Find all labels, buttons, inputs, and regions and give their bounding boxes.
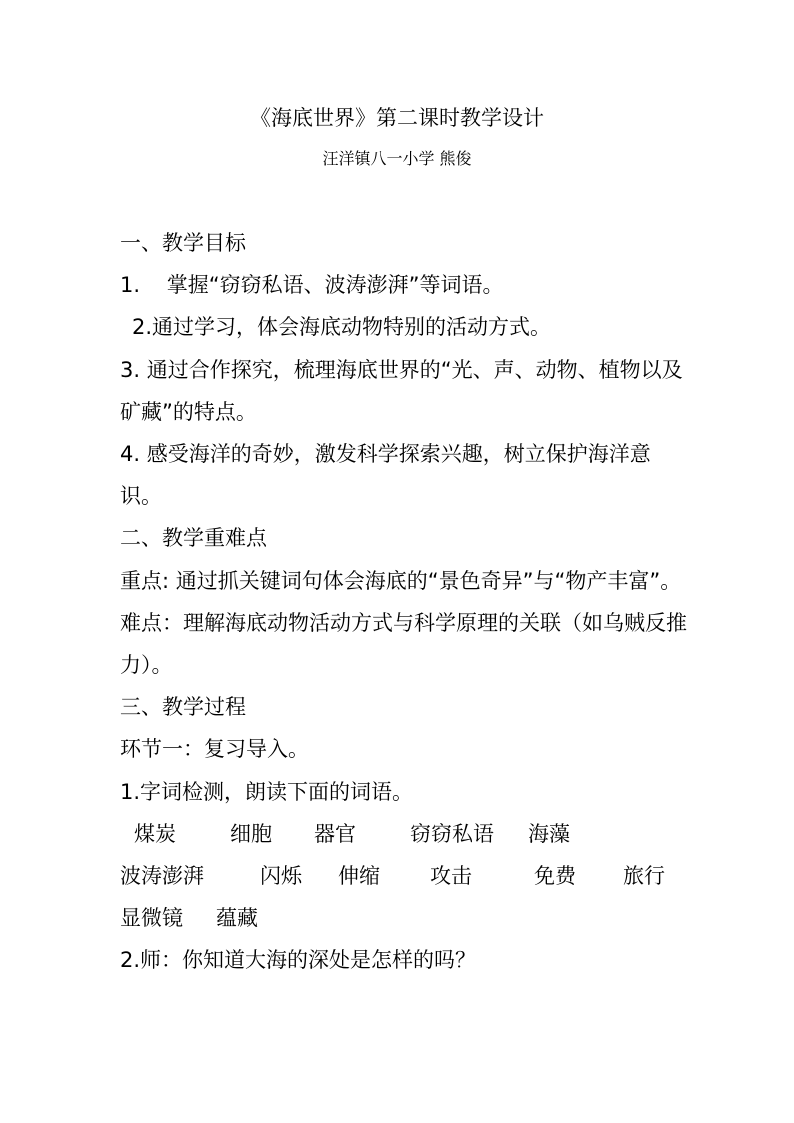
difficult-point: 难点：理解海底动物活动方式与科学原理的关联（如乌贼反推力）。 [120,610,687,678]
word: 器官 [314,821,356,846]
objective-2: 2.通过学习，体会海底动物特别的活动方式。 [132,315,552,340]
word: 攻击 [430,864,472,889]
word: 旅行 [623,864,665,889]
key-point: 重点: 通过抓关键词句体会海底的“景色奇异”与“物产丰富”。 [120,568,682,593]
word-list-row-1 [120,813,700,855]
section-heading-process: 三、教学过程 [120,695,246,720]
word: 细胞 [230,821,272,846]
word: 窃窃私语 [410,821,494,846]
word-list-row-2 [120,855,700,897]
objective-3: 3. 通过合作探究，梳理海底世界的“光、声、动物、植物以及矿藏”的特点。 [120,357,683,424]
objective-1: 1. 掌握“窃窃私语、波涛澎湃”等词语。 [120,273,504,298]
objective-4: 4. 感受海洋的奇妙，激发科学探索兴趣，树立保护海洋意识。 [120,442,651,509]
item-1: 1.字词检测，朗读下面的词语。 [120,779,414,804]
word: 免费 [534,864,576,889]
item-2: 2.师：你知道大海的深处是怎样的吗？ [120,948,477,973]
section-heading-key-points: 二、教学重难点 [120,526,267,551]
step1-heading: 环节一：复习导入。 [120,737,309,762]
document-body [120,222,700,982]
word: 伸缩 [338,864,380,889]
word-list-row-3 [120,897,700,939]
word: 波涛澎湃 [120,864,204,889]
word: 闪烁 [260,864,302,889]
word: 海藻 [528,821,570,846]
section-heading-objectives: 一、教学目标 [120,231,246,255]
author-line: 汪洋镇八一小学 熊俊 [322,149,472,168]
document-title: 《海底世界》第二课时教学设计 [250,106,544,130]
word: 蕴藏 [216,906,258,931]
word: 煤炭 [134,821,176,846]
word: 显微镜 [120,906,183,931]
